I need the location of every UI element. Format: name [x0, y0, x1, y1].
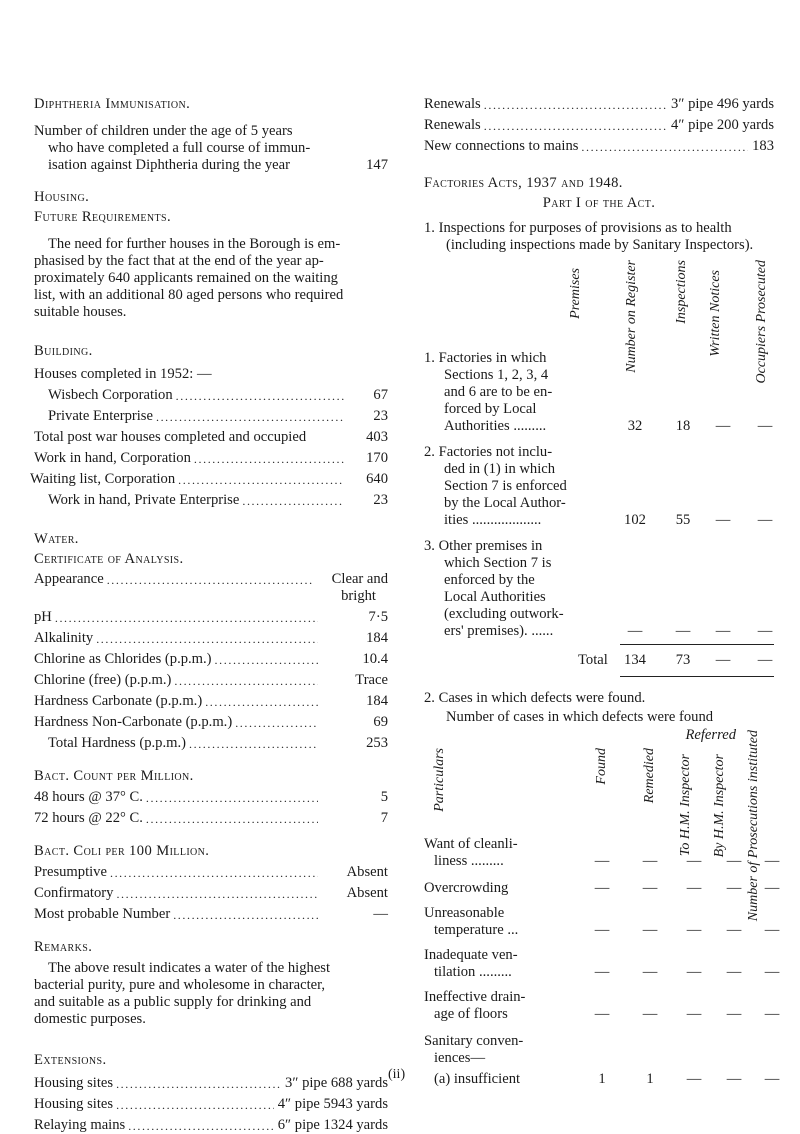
- building-row-label: Wisbech Corporation: [48, 387, 173, 403]
- defects-row: [424, 836, 576, 870]
- remarks-line-1: The above result indicates a water of the highest: [48, 960, 331, 976]
- certificate-heading: Certificate of Analysis.: [34, 551, 184, 567]
- defects-row-line: Unreasonable: [424, 905, 505, 921]
- column-header-found: Found: [594, 748, 609, 785]
- defects-cell: —: [686, 922, 702, 938]
- building-row: [34, 387, 388, 404]
- extensions-value: 3″ pipe 688 yards: [285, 1075, 388, 1091]
- total-register: 134: [624, 652, 646, 668]
- defects-cell: —: [642, 853, 658, 869]
- water-row-value: 184: [366, 630, 388, 646]
- factories-row-line: ded in (1) in which: [444, 461, 556, 477]
- defects-row-line: tilation .........: [434, 964, 512, 980]
- building-row-label: Total post war houses completed and occupied: [34, 429, 307, 445]
- building-row-value: 170: [366, 450, 388, 466]
- defects-cell: —: [726, 964, 742, 980]
- factories-row-1-prosecuted: —: [757, 418, 773, 434]
- factories-item1-line2: (including inspections made by Sanitary Inspectors).: [446, 237, 754, 253]
- water-row-label: pH: [34, 609, 52, 625]
- renewals-label: Renewals: [424, 96, 481, 112]
- appearance-row: [34, 571, 388, 588]
- factories-table: [424, 260, 774, 700]
- total-rule-top: [620, 644, 774, 645]
- bact-count-label: 72 hours @ 22° C.: [34, 810, 143, 826]
- defects-row-line: (a) insufficient: [434, 1071, 521, 1087]
- diphtheria-line-1: Number of children under the age of 5 years: [34, 123, 293, 139]
- defects-row: [424, 880, 576, 897]
- bact-coli-label: Most probable Number: [34, 906, 171, 922]
- building-row-value: 67: [373, 387, 388, 403]
- factories-row-line: which Section 7 is: [444, 555, 552, 571]
- factories-row-1-register: 32: [627, 418, 643, 434]
- column-header-premises: Premises: [568, 268, 583, 319]
- factories-item1-line1: 1. Inspections for purposes of provisions as to health: [424, 220, 732, 236]
- bact-coli-value: —: [373, 906, 388, 922]
- water-row-label: Chlorine as Chlorides (p.p.m.): [34, 651, 212, 667]
- building-row: [34, 492, 388, 509]
- bact-coli-row: [34, 906, 388, 923]
- page-number: (ii): [388, 1067, 406, 1082]
- bact-count-row: [34, 810, 388, 827]
- defects-cell: —: [764, 922, 780, 938]
- water-row: [34, 651, 388, 668]
- defects-cell: —: [642, 1006, 658, 1022]
- defects-cell: 1: [646, 1071, 654, 1087]
- defects-row-line: Want of cleanli-: [424, 836, 518, 852]
- water-row-label: Hardness Carbonate (p.p.m.): [34, 693, 203, 709]
- extensions-row: [34, 1117, 388, 1134]
- right-column: [424, 96, 780, 1124]
- factories-row-line: forced by Local: [444, 401, 537, 417]
- total-rule-bottom: [620, 676, 774, 677]
- factories-row-line: and 6 are to be en-: [444, 384, 553, 400]
- renewals-value: 4″ pipe 200 yards: [671, 117, 774, 133]
- factories-row-line: 3. Other premises in: [424, 538, 543, 554]
- total-prosecuted: —: [757, 652, 773, 668]
- bact-count-row: [34, 789, 388, 806]
- housing-line-1: The need for further houses in the Borough is em-: [48, 236, 341, 252]
- remarks-line-3: and suitable as a public supply for drinking and: [34, 994, 312, 1010]
- building-row-label: Work in hand, Private Enterprise: [48, 492, 240, 508]
- remarks-line-4: domestic purposes.: [34, 1011, 146, 1027]
- factories-row-line: Authorities .........: [444, 418, 547, 434]
- defects-cell: —: [594, 880, 610, 896]
- building-row-label: Private Enterprise: [48, 408, 153, 424]
- bact-coli-value: Absent: [346, 885, 388, 901]
- defects-cell: —: [726, 880, 742, 896]
- column-header-particulars: Particulars: [432, 748, 447, 812]
- appearance-value-line2: bright: [341, 588, 376, 604]
- building-row: [34, 408, 388, 425]
- factories-row-1-notices: —: [715, 418, 731, 434]
- defects-cell: —: [686, 880, 702, 896]
- left-column: [30, 96, 388, 1134]
- factories-heading: Factories Acts, 1937 and 1948.: [424, 175, 623, 191]
- defects-cell: —: [764, 880, 780, 896]
- building-row: [34, 429, 388, 446]
- defects-row: [424, 1071, 586, 1088]
- defects-row-line: temperature ...: [434, 922, 519, 938]
- renewals-label: New connections to mains: [424, 138, 579, 154]
- total-notices: —: [715, 652, 731, 668]
- factories-row-line: Local Authorities: [444, 589, 546, 605]
- renewals-value: 3″ pipe 496 yards: [671, 96, 774, 112]
- factories-row-2-inspections: 55: [675, 512, 691, 528]
- bact-coli-row: [34, 864, 388, 881]
- building-heading: Building.: [34, 343, 93, 359]
- defects-cell: —: [764, 1071, 780, 1087]
- defects-row: [424, 905, 576, 939]
- defects-referred: Referred: [685, 727, 736, 743]
- factories-row-2-prosecuted: —: [757, 512, 773, 528]
- housing-line-2: phasised by the fact that at the end of the year ap-: [34, 253, 324, 269]
- future-requirements-heading: Future Requirements.: [34, 209, 172, 225]
- water-row-label: Alkalinity: [34, 630, 94, 646]
- defects-cell: —: [764, 1006, 780, 1022]
- defects-row: [424, 989, 576, 1023]
- factories-row-line: 1. Factories in which: [424, 350, 547, 366]
- defects-row-line: age of floors: [434, 1006, 508, 1022]
- factories-row-line: 2. Factories not inclu-: [424, 444, 553, 460]
- water-row-value: 69: [373, 714, 388, 730]
- water-row-label: Hardness Non-Carbonate (p.p.m.): [34, 714, 233, 730]
- water-row-label: Chlorine (free) (p.p.m.): [34, 672, 172, 688]
- defects-row-line: Overcrowding: [424, 880, 509, 896]
- column-header-register: Number on Register: [624, 260, 639, 373]
- defects-row-line: Ineffective drain-: [424, 989, 526, 1005]
- renewals-value: 183: [752, 138, 774, 154]
- column-header-notices: Written Notices: [708, 270, 723, 357]
- part-one-heading: Part I of the Act.: [542, 195, 656, 211]
- building-row: [30, 471, 388, 488]
- bact-count-value: 5: [380, 789, 388, 805]
- water-row-value: Trace: [355, 672, 388, 688]
- defects-cell: —: [726, 853, 742, 869]
- factories-row-1-text: [424, 350, 624, 435]
- extensions-row: [34, 1075, 388, 1092]
- defects-cell: —: [594, 922, 610, 938]
- water-row-label: Total Hardness (p.p.m.): [48, 735, 186, 751]
- remarks-line-2: bacterial purity, pure and wholesome in character,: [34, 977, 326, 993]
- defects-cell: —: [686, 853, 702, 869]
- defects-row-line: liness .........: [434, 853, 504, 869]
- extensions-label: Housing sites: [34, 1096, 114, 1112]
- building-row-value: 640: [366, 471, 388, 487]
- bact-coli-heading: Bact. Coli per 100 Million.: [34, 843, 210, 859]
- water-row: [34, 672, 388, 689]
- defects-item2: 2. Cases in which defects were found.: [424, 690, 646, 706]
- extensions-row: [34, 1096, 388, 1113]
- diphtheria-line-3: isation against Diphtheria during the year: [48, 157, 290, 173]
- building-row-value: 23: [373, 408, 388, 424]
- defects-cell: —: [642, 964, 658, 980]
- appearance-value-line1: Clear and: [331, 571, 388, 587]
- remarks-paragraph: [34, 960, 388, 1028]
- renewals-label: Renewals: [424, 117, 481, 133]
- water-row-value: 10.4: [362, 651, 388, 667]
- renewals-row: [424, 96, 774, 113]
- building-row-value: 403: [366, 429, 388, 445]
- housing-paragraph: [34, 236, 388, 321]
- diphtheria-value: 147: [366, 157, 388, 173]
- extensions-value: 6″ pipe 1324 yards: [277, 1117, 388, 1133]
- building-row-value: 23: [373, 492, 388, 508]
- building-row-label: Waiting list, Corporation: [30, 471, 176, 487]
- defects-cell: —: [594, 1006, 610, 1022]
- factories-row-2-notices: —: [715, 512, 731, 528]
- defects-row-line: Inadequate ven-: [424, 947, 518, 963]
- column-header-prosecuted: Occupiers Prosecuted: [754, 260, 769, 384]
- factories-row-line: ers' premises). ......: [444, 623, 554, 639]
- factories-row-2-text: [424, 444, 624, 529]
- factories-row-line: by the Local Author-: [444, 495, 566, 511]
- bact-coli-label: Presumptive: [34, 864, 107, 880]
- factories-row-line: enforced by the: [444, 572, 535, 588]
- appearance-label: Appearance: [34, 571, 104, 587]
- factories-item1: [424, 220, 774, 254]
- defects-cell: —: [764, 853, 780, 869]
- column-header-prosecutions: Number of Prosecutions instituted: [746, 730, 761, 922]
- defects-cell: —: [594, 853, 610, 869]
- water-heading: Water.: [34, 531, 79, 547]
- factories-row-3-notices: —: [715, 623, 731, 639]
- diphtheria-text: [34, 123, 388, 174]
- extensions-label: Relaying mains: [34, 1117, 126, 1133]
- bact-count-label: 48 hours @ 37° C.: [34, 789, 143, 805]
- defects-cell: —: [686, 964, 702, 980]
- defects-cell: —: [764, 964, 780, 980]
- factories-row-2-register: 102: [624, 512, 646, 528]
- defects-cell: —: [642, 880, 658, 896]
- renewals-row: [424, 117, 774, 134]
- defects-cell: —: [686, 1006, 702, 1022]
- factories-row-3-text: [424, 538, 624, 640]
- factories-row-line: Section 7 is enforced: [444, 478, 567, 494]
- building-intro: Houses completed in 1952: —: [34, 366, 212, 382]
- water-row: [34, 693, 388, 710]
- bact-count-value: 7: [380, 810, 388, 826]
- defects-cell: —: [726, 922, 742, 938]
- factories-row-3-register: —: [627, 623, 643, 639]
- remarks-heading: Remarks.: [34, 939, 93, 955]
- column-header-to-hm-inspector: To H.M. Inspector: [678, 754, 693, 857]
- column-header-inspections: Inspections: [674, 260, 689, 324]
- defects-row: [424, 1033, 576, 1067]
- water-row: [34, 609, 388, 626]
- defects-cell: 1: [598, 1071, 606, 1087]
- bact-count-heading: Bact. Count per Million.: [34, 768, 194, 784]
- housing-line-4: list, with an additional 80 aged persons who required: [34, 287, 344, 303]
- column-header-by-hm-inspector: By H.M. Inspector: [712, 754, 727, 858]
- water-row: [34, 735, 388, 752]
- renewals-row: [424, 138, 774, 155]
- building-row-label: Work in hand, Corporation: [34, 450, 191, 466]
- extensions-label: Housing sites: [34, 1075, 114, 1091]
- factories-row-line: Sections 1, 2, 3, 4: [444, 367, 549, 383]
- factories-row-line: ities ...................: [444, 512, 542, 528]
- column-header-remedied: Remedied: [642, 748, 657, 804]
- defects-cell: —: [594, 964, 610, 980]
- factories-row-3-inspections: —: [675, 623, 691, 639]
- defects-cell: —: [686, 1071, 702, 1087]
- extensions-heading: Extensions.: [34, 1052, 107, 1068]
- water-row-value: 7·5: [368, 609, 388, 625]
- defects-cell: —: [642, 922, 658, 938]
- total-inspections: 73: [675, 652, 691, 668]
- bact-coli-row: [34, 885, 388, 902]
- bact-coli-label: Confirmatory: [34, 885, 114, 901]
- total-label: Total: [578, 652, 608, 668]
- water-row: [34, 630, 388, 647]
- building-row: [34, 450, 388, 467]
- bact-coli-value: Absent: [346, 864, 388, 880]
- defects-cell: —: [726, 1006, 742, 1022]
- factories-row-line: (excluding outwork-: [444, 606, 564, 622]
- diphtheria-line-2: who have completed a full course of immun-: [48, 140, 311, 156]
- water-row-value: 253: [366, 735, 388, 751]
- defects-row-line: iences—: [434, 1050, 486, 1066]
- water-row-value: 184: [366, 693, 388, 709]
- housing-line-3: proximately 640 applicants remained on the waiting: [34, 270, 338, 286]
- water-row: [34, 714, 388, 731]
- defects-row: [424, 947, 576, 981]
- housing-line-5: suitable houses.: [34, 304, 127, 320]
- factories-row-1-inspections: 18: [675, 418, 691, 434]
- extensions-value: 4″ pipe 5943 yards: [277, 1096, 388, 1112]
- defects-cell: —: [726, 1071, 742, 1087]
- defects-subline: Number of cases in which defects were found: [446, 709, 714, 725]
- diphtheria-heading: Diphtheria Immunisation.: [34, 96, 191, 112]
- defects-row-line: Sanitary conven-: [424, 1033, 524, 1049]
- housing-heading: Housing.: [34, 189, 90, 205]
- factories-row-3-prosecuted: —: [757, 623, 773, 639]
